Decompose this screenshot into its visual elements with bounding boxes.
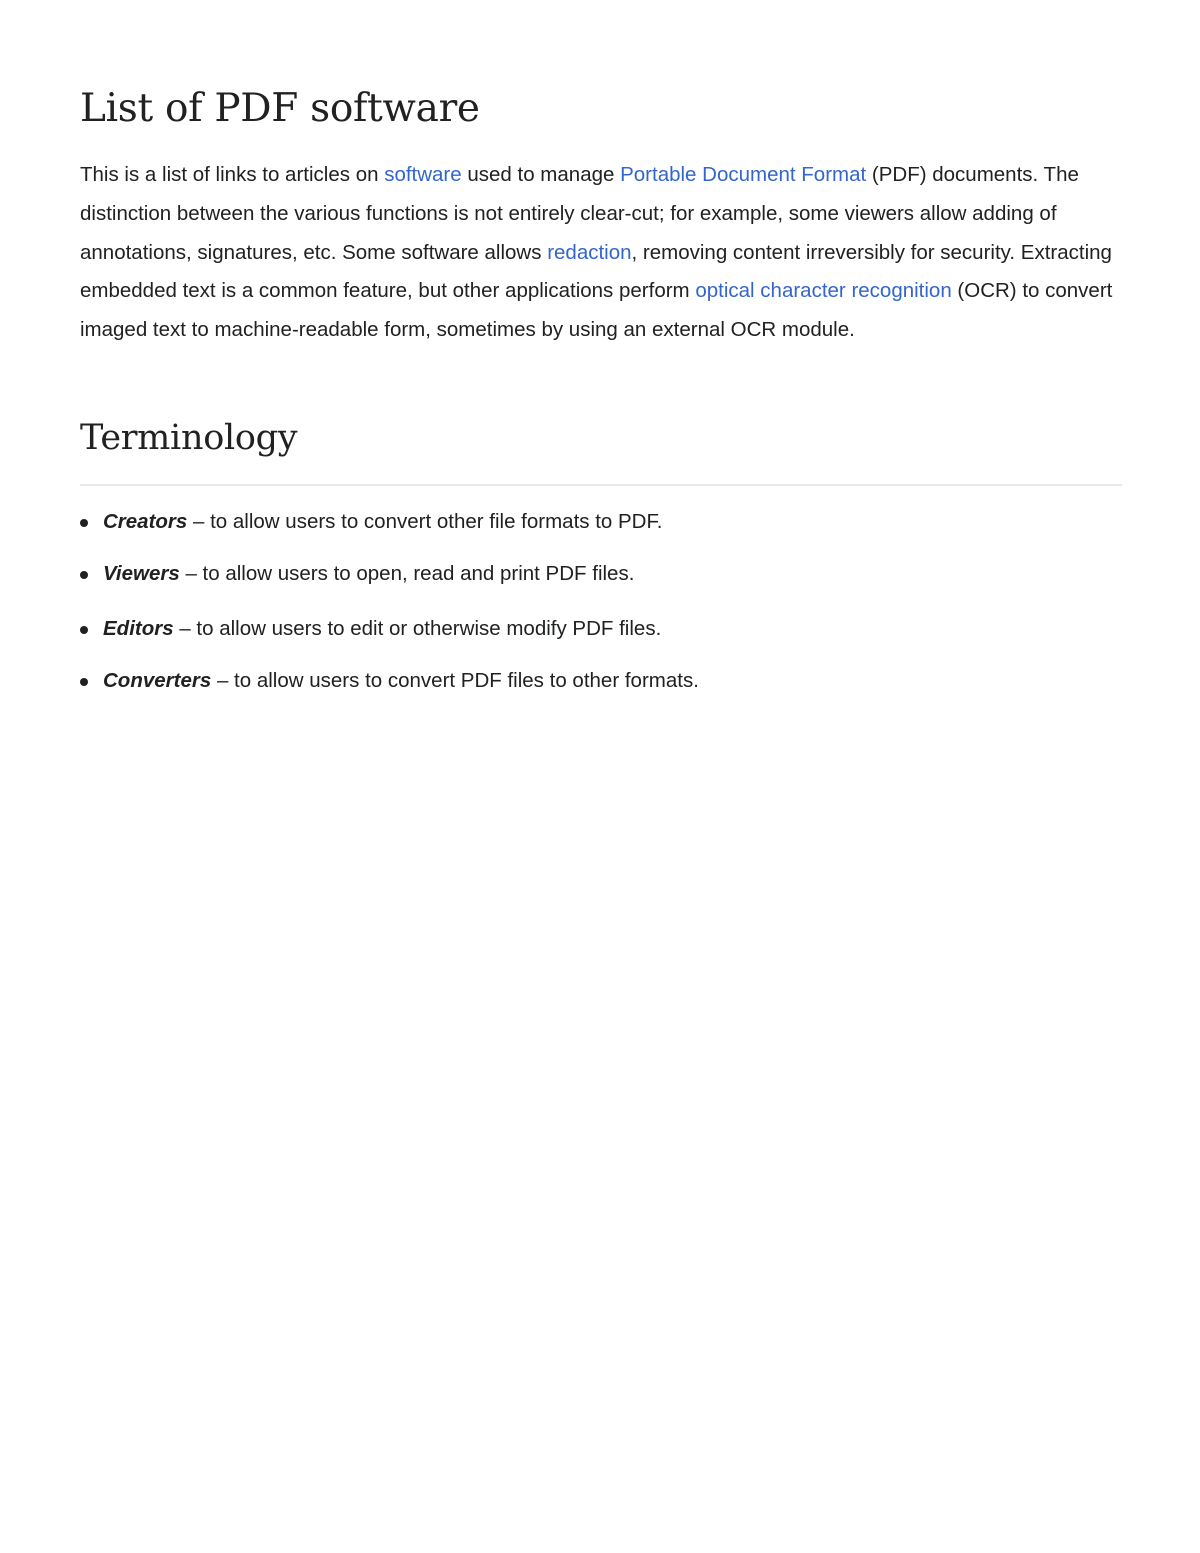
intro-text: This is a list of links to articles on [80, 163, 385, 186]
intro-text: used to manage [461, 163, 621, 186]
list-item [80, 502, 662, 542]
intro-paragraph [80, 156, 1122, 350]
term-label: Converters [103, 669, 212, 692]
intro-text: , removing content irreversibly for security. Extracting embedded text is a common feature, but other applications perform [80, 240, 1112, 303]
term-label: Viewers [103, 562, 180, 585]
term-description: – to allow users to open, read and print PDF files. [179, 562, 635, 585]
portable-document-format-link[interactable]: Portable Document Format [620, 163, 867, 186]
list-item [80, 661, 699, 701]
bullet-icon [80, 626, 88, 634]
optical-character-recognition-link[interactable]: optical character recognition [695, 279, 952, 303]
term-label: Editors [103, 617, 174, 640]
term-description: – to allow users to convert PDF files to other formats. [211, 669, 699, 692]
bullet-icon [80, 678, 88, 686]
intro-text: (PDF) documents. The distinction between the various functions is not entirely clear-cut; for example, some viewers allow adding of annotations, signatures, etc. Some software allows [80, 163, 1079, 264]
bullet-icon [80, 519, 88, 527]
intro-text: (OCR) to convert imaged text to machine-readable form, sometimes by using an external OCR module. [80, 279, 1113, 342]
term-description: – to allow users to convert other file formats to PDF. [187, 510, 663, 533]
term-description: – to allow users to edit or otherwise modify PDF files. [173, 617, 662, 640]
list-item [80, 609, 661, 649]
redaction-link[interactable]: redaction [547, 240, 632, 264]
list-item [80, 554, 634, 594]
term-label: Creators [103, 510, 188, 533]
bullet-icon [80, 571, 88, 579]
terminology-heading: Terminology [80, 418, 298, 458]
section-divider [80, 484, 1122, 486]
software-link[interactable]: software [384, 163, 462, 186]
page-title: List of PDF software [80, 86, 480, 131]
